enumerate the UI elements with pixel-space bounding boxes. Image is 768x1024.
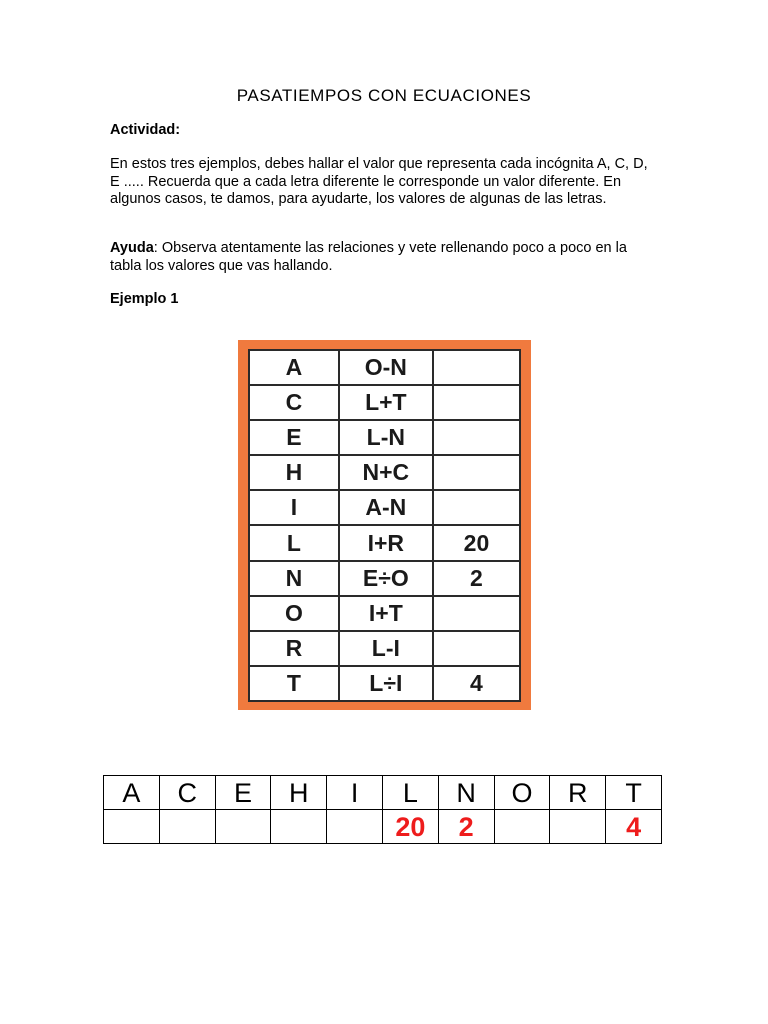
puzzle-row (250, 351, 519, 385)
puzzle-expression: L-N (339, 420, 433, 455)
puzzle-letter: R (250, 631, 339, 666)
puzzle-row (250, 455, 519, 490)
ayuda-paragraph (110, 240, 650, 275)
puzzle-value (433, 420, 519, 455)
puzzle-letter: A (250, 351, 339, 385)
answer-values-row (104, 810, 662, 844)
answer-letter: C (159, 776, 215, 810)
answer-value-cell[interactable] (494, 810, 550, 844)
answer-letter: T (606, 776, 662, 810)
answer-letter: N (438, 776, 494, 810)
puzzle-table-container (248, 349, 521, 702)
puzzle-expression: N+C (339, 455, 433, 490)
puzzle-row (250, 561, 519, 596)
puzzle-row (250, 490, 519, 525)
puzzle-letter: E (250, 420, 339, 455)
puzzle-value (433, 351, 519, 385)
answer-value-cell[interactable] (550, 810, 606, 844)
answer-table (103, 775, 662, 844)
instructions-paragraph: En estos tres ejemplos, debes hallar el valor que representa cada incógnita A, C, D, E ..... Recuerda que a cada letra diferente le corresponde un valor diferente. En algunos casos, te damos, para ayudarte, los valores de algunas de las letras. (110, 156, 648, 207)
puzzle-value (433, 631, 519, 666)
answer-letter: I (327, 776, 383, 810)
answer-letter: H (271, 776, 327, 810)
answer-letter: E (215, 776, 271, 810)
answer-value-cell[interactable] (104, 810, 160, 844)
answer-letter: L (382, 776, 438, 810)
puzzle-expression: L÷I (339, 666, 433, 700)
puzzle-row (250, 420, 519, 455)
puzzle-letter: N (250, 561, 339, 596)
ayuda-label: Ayuda (110, 240, 154, 256)
puzzle-value (433, 490, 519, 525)
puzzle-row (250, 525, 519, 560)
puzzle-expression: L-I (339, 631, 433, 666)
ayuda-text: : Observa atentamente las relaciones y vete rellenando poco a poco en la tabla los valores que vas hallando. (110, 240, 627, 274)
puzzle-letter: L (250, 525, 339, 560)
puzzle-expression: L+T (339, 385, 433, 420)
puzzle-value: 20 (433, 525, 519, 560)
puzzle-row (250, 631, 519, 666)
puzzle-row (250, 666, 519, 700)
puzzle-table (250, 351, 519, 700)
answer-letter: O (494, 776, 550, 810)
puzzle-expression: I+R (339, 525, 433, 560)
puzzle-row (250, 385, 519, 420)
ejemplo-label: Ejemplo 1 (110, 291, 179, 307)
puzzle-expression: I+T (339, 596, 433, 631)
answer-value-cell[interactable]: 4 (606, 810, 662, 844)
puzzle-letter: C (250, 385, 339, 420)
answer-value-cell[interactable] (215, 810, 271, 844)
page-title: PASATIEMPOS CON ECUACIONES (236, 86, 532, 105)
actividad-label: Actividad: (110, 122, 181, 138)
answer-value-cell[interactable]: 20 (382, 810, 438, 844)
answer-letters-row (104, 776, 662, 810)
puzzle-letter: H (250, 455, 339, 490)
puzzle-value: 4 (433, 666, 519, 700)
puzzle-expression: A-N (339, 490, 433, 525)
puzzle-value (433, 455, 519, 490)
answer-value-cell[interactable] (327, 810, 383, 844)
answer-value-cell[interactable]: 2 (438, 810, 494, 844)
puzzle-expression: O-N (339, 351, 433, 385)
answer-letter: R (550, 776, 606, 810)
puzzle-letter: I (250, 490, 339, 525)
puzzle-value (433, 596, 519, 631)
puzzle-value: 2 (433, 561, 519, 596)
puzzle-row (250, 596, 519, 631)
puzzle-letter: O (250, 596, 339, 631)
puzzle-letter: T (250, 666, 339, 700)
answer-value-cell[interactable] (159, 810, 215, 844)
puzzle-value (433, 385, 519, 420)
answer-letter: A (104, 776, 160, 810)
puzzle-frame (238, 340, 531, 710)
answer-value-cell[interactable] (271, 810, 327, 844)
puzzle-expression: E÷O (339, 561, 433, 596)
